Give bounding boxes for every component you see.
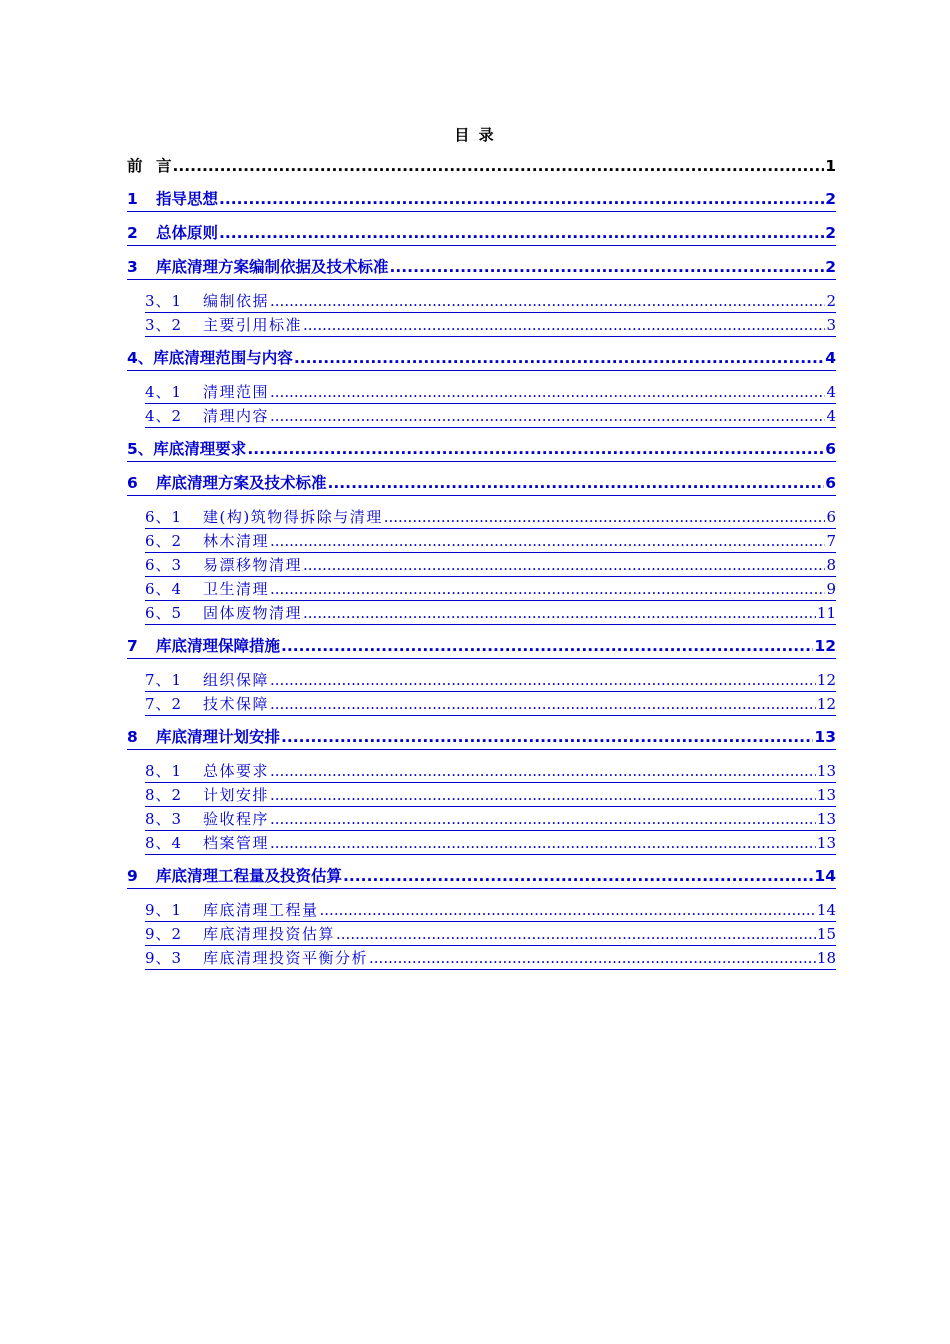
dot-leader xyxy=(173,154,825,178)
dot-leader xyxy=(369,947,816,969)
dot-leader xyxy=(270,381,825,403)
dot-leader xyxy=(390,255,825,279)
toc-entry-7-1[interactable]: 7、1 组织保障 ..... 12 xyxy=(145,669,836,692)
toc-page-number: 13 xyxy=(816,762,836,780)
toc-entry-6-5[interactable]: 6、5 固体废物清理 ..... 11 xyxy=(145,602,836,625)
dot-leader xyxy=(320,899,816,921)
toc-entry-6-1[interactable]: 6、1 建(构)筑物得拆除与清理 ..... 6 xyxy=(145,506,836,529)
toc-page-number: 14 xyxy=(816,901,836,919)
toc-entry-4-1[interactable]: 4、1 清理范围 ..... 4 xyxy=(145,381,836,404)
toc-page-number: 6 xyxy=(825,440,836,458)
toc-entry-9-2[interactable]: 9、2 库底清理投资估算 ..... 15 xyxy=(145,923,836,946)
toc-page-number: 2 xyxy=(825,224,836,242)
dot-leader xyxy=(303,314,825,336)
toc-page-number: 2 xyxy=(825,258,836,276)
toc-page-number: 6 xyxy=(825,474,836,492)
dot-leader xyxy=(270,290,825,312)
toc-title: 目 录 xyxy=(454,126,496,144)
toc-page-number: 4 xyxy=(826,383,836,401)
toc-entry-4[interactable]: 4、库底清理范围与内容 ..... 4 xyxy=(127,346,836,371)
toc-page-number: 4 xyxy=(826,407,836,425)
dot-leader xyxy=(384,506,826,528)
toc-page-number: 11 xyxy=(816,604,836,622)
dot-leader xyxy=(270,832,816,854)
toc-page-number: 13 xyxy=(816,810,836,828)
toc-entry-preface[interactable]: 前 言 ..... 1 xyxy=(127,154,836,178)
toc-page-number: 1 xyxy=(825,157,836,175)
dot-leader xyxy=(343,864,813,888)
toc-entry-4-2[interactable]: 4、2 清理内容 ..... 4 xyxy=(145,405,836,428)
toc-entry-3-2[interactable]: 3、2 主要引用标准 ..... 3 xyxy=(145,314,836,337)
toc-page-number: 18 xyxy=(816,949,836,967)
toc-entry-8-2[interactable]: 8、2 计划安排 ..... 13 xyxy=(145,784,836,807)
toc-entry-7-2[interactable]: 7、2 技术保障 ..... 12 xyxy=(145,693,836,716)
toc-entry-3[interactable]: 3 库底清理方案编制依据及技术标准 ..... 2 xyxy=(127,255,836,280)
toc-page-number: 12 xyxy=(816,695,836,713)
dot-leader xyxy=(281,725,813,749)
toc-page-number: 14 xyxy=(814,867,836,885)
toc-page-number: 2 xyxy=(826,292,836,310)
dot-leader xyxy=(270,578,825,600)
dot-leader xyxy=(270,530,825,552)
toc-page-number: 13 xyxy=(816,834,836,852)
toc-entry-6-3[interactable]: 6、3 易漂移物清理 ..... 8 xyxy=(145,554,836,577)
toc-entry-8-4[interactable]: 8、4 档案管理 ..... 13 xyxy=(145,832,836,855)
dot-leader xyxy=(303,554,825,576)
dot-leader xyxy=(270,784,816,806)
dot-leader xyxy=(270,405,825,427)
toc-page-number: 15 xyxy=(816,925,836,943)
toc-entry-2[interactable]: 2 总体原则 ..... 2 xyxy=(127,221,836,246)
dot-leader xyxy=(247,437,824,461)
toc-page-number: 13 xyxy=(816,786,836,804)
toc-entry-7[interactable]: 7 库底清理保障措施 ..... 12 xyxy=(127,634,836,659)
toc-entry-3-1[interactable]: 3、1 编制依据 ..... 2 xyxy=(145,290,836,313)
toc-page-number: 13 xyxy=(814,728,836,746)
toc-entry-9-3[interactable]: 9、3 库底清理投资平衡分析 ..... 18 xyxy=(145,947,836,970)
dot-leader xyxy=(219,187,824,211)
dot-leader xyxy=(270,669,816,691)
toc-page-number: 4 xyxy=(825,349,836,367)
toc-page-number: 12 xyxy=(814,637,836,655)
dot-leader xyxy=(294,346,824,370)
dot-leader xyxy=(281,634,813,658)
toc-entry-5[interactable]: 5、库底清理要求 ..... 6 xyxy=(127,437,836,462)
toc-entry-1[interactable]: 1 指导思想 ..... 2 xyxy=(127,187,836,212)
dot-leader xyxy=(336,923,816,945)
toc-page-number: 3 xyxy=(826,316,836,334)
table-of-contents xyxy=(127,154,836,970)
dot-leader xyxy=(328,471,825,495)
toc-page-number: 6 xyxy=(826,508,836,526)
toc-entry-6[interactable]: 6 库底清理方案及技术标准 ..... 6 xyxy=(127,471,836,496)
dot-leader xyxy=(270,693,816,715)
dot-leader xyxy=(270,760,816,782)
toc-entry-8-3[interactable]: 8、3 验收程序 ..... 13 xyxy=(145,808,836,831)
toc-entry-9-1[interactable]: 9、1 库底清理工程量 ..... 14 xyxy=(145,899,836,922)
dot-leader xyxy=(219,221,824,245)
toc-entry-8-1[interactable]: 8、1 总体要求 ..... 13 xyxy=(145,760,836,783)
toc-page-number: 8 xyxy=(826,556,836,574)
toc-page-number: 7 xyxy=(826,532,836,550)
dot-leader xyxy=(303,602,816,624)
dot-leader xyxy=(270,808,816,830)
toc-entry-8[interactable]: 8 库底清理计划安排 ..... 13 xyxy=(127,725,836,750)
toc-entry-6-2[interactable]: 6、2 林木清理 ..... 7 xyxy=(145,530,836,553)
toc-page-number: 2 xyxy=(825,190,836,208)
toc-page-number: 12 xyxy=(816,671,836,689)
toc-entry-9[interactable]: 9 库底清理工程量及投资估算 ..... 14 xyxy=(127,864,836,889)
toc-entry-6-4[interactable]: 6、4 卫生清理 ..... 9 xyxy=(145,578,836,601)
toc-page-number: 9 xyxy=(826,580,836,598)
